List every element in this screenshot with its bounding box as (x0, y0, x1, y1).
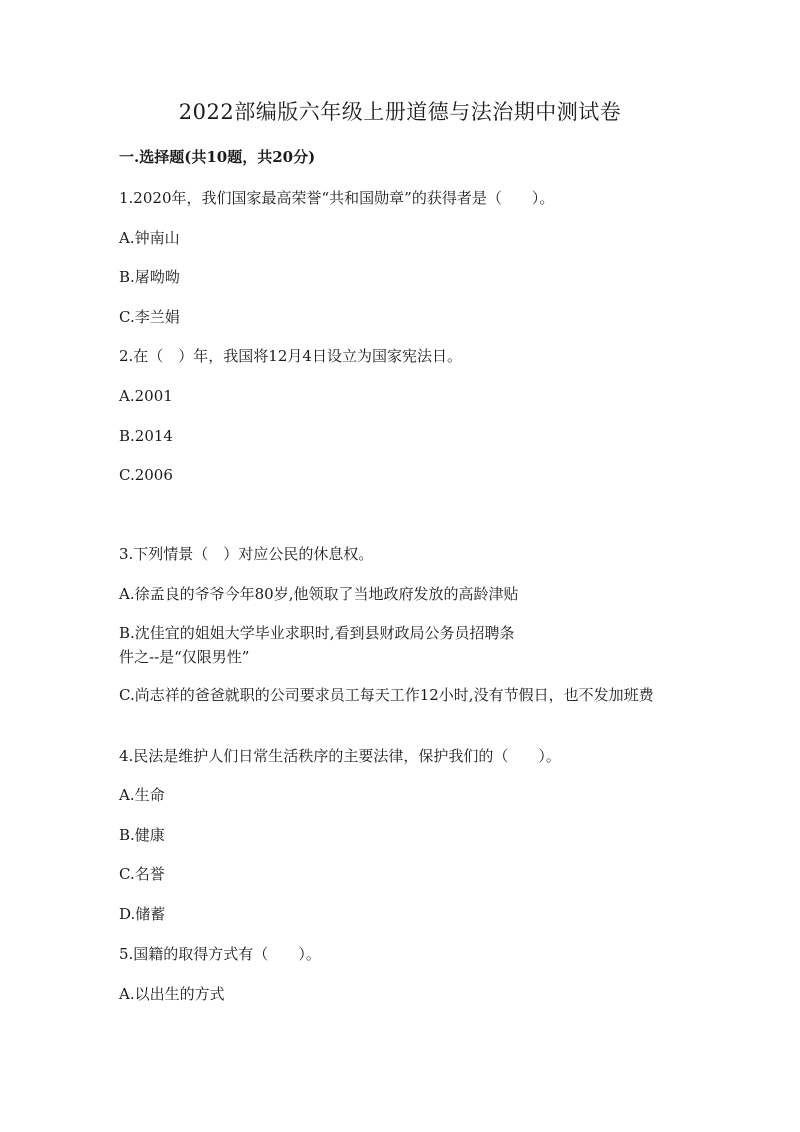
question-3-option-b: B.沈佳宜的姐姐大学毕业求职时,看到县财政局公务员招聘条件之--是“仅限男性” (119, 624, 515, 666)
question-1-stem: 1.2020年，我们国家最高荣誉“共和国勋章”的获得者是（ ）。 (119, 189, 555, 207)
question-4-option-b: B.健康 (119, 826, 165, 844)
question-3-option-c: C.尚志祥的爸爸就职的公司要求员工每天工作12小时,没有节假日，也不发加班费 (119, 686, 654, 704)
question-4-stem: 4.民法是维护人们日常生活秩序的主要法律，保护我们的（ ）。 (119, 747, 561, 765)
page-title: 2022部编版六年级上册道德与法治期中测试卷 (178, 100, 622, 124)
question-1-option-b: B.屠呦呦 (119, 268, 180, 286)
question-2-option-a: A.2001 (119, 387, 173, 405)
question-3-option-a: A.徐孟良的爷爷今年80岁,他领取了当地政府发放的高龄津贴 (119, 585, 519, 603)
question-4-option-d: D.储蓄 (119, 905, 166, 923)
question-4-option-c: C.名誉 (119, 865, 165, 883)
question-5-stem: 5.国籍的取得方式有（ ）。 (119, 945, 321, 963)
question-1-option-a: A.钟南山 (119, 229, 180, 247)
section-heading: 一.选择题(共10题，共20分) (119, 148, 316, 166)
question-1-option-c: C.李兰娟 (119, 308, 180, 326)
question-2-stem: 2.在（ ）年，我国将12月4日设立为国家宪法日。 (119, 347, 462, 365)
question-2-option-b: B.2014 (119, 427, 173, 445)
question-4-option-a: A.生命 (119, 786, 165, 804)
question-2-option-c: C.2006 (119, 466, 173, 484)
question-5-option-a: A.以出生的方式 (119, 985, 225, 1003)
question-3-stem: 3.下列情景（ ）对应公民的休息权。 (119, 545, 374, 563)
